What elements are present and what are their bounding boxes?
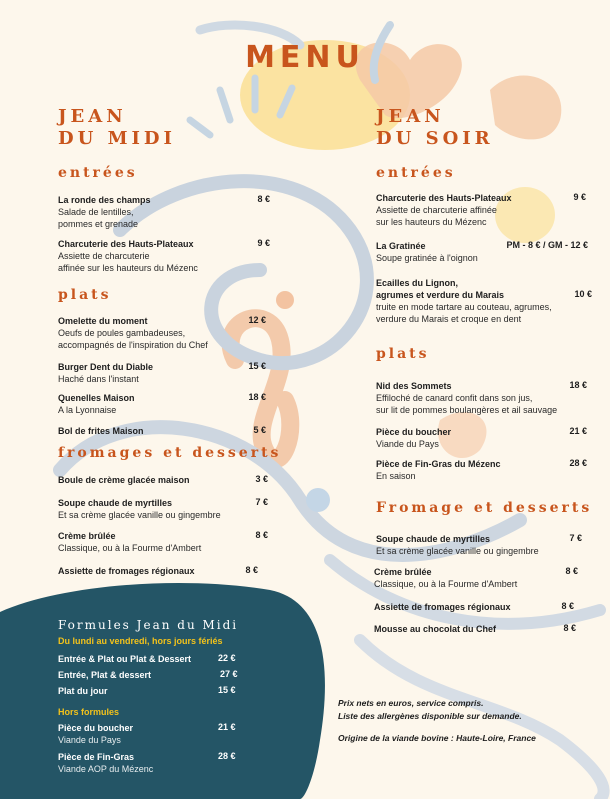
item-name: Assiette de fromages régionaux (58, 566, 195, 576)
midi-title (58, 106, 176, 150)
soir-dessert-3 (374, 601, 564, 613)
formule-3 (58, 685, 108, 697)
item-desc: Viande du Pays (376, 439, 439, 449)
formule-1 (58, 653, 191, 665)
formule-desc: Viande du Pays (58, 735, 121, 745)
midi-entrees-heading: entrées (58, 165, 138, 181)
midi-entree-2 (58, 238, 258, 274)
midi-dessert-3-price: 8 € (255, 530, 268, 540)
soir-entree-3 (376, 277, 576, 325)
note-allergens: Liste des allergènes disponible sur demande. (338, 711, 522, 721)
formule-name: Pièce du boucher (58, 723, 134, 733)
item-desc: Haché dans l'instant (58, 374, 139, 384)
hors-formule-1 (58, 722, 133, 746)
soir-plat-1 (376, 380, 576, 416)
midi-plat-1-price: 12 € (248, 315, 266, 325)
midi-entree-1-price: 8 € (257, 194, 270, 204)
formule-2 (58, 669, 151, 681)
item-name: Assiette de fromages régionaux (374, 602, 511, 612)
soir-entrees-heading: entrées (376, 165, 456, 181)
item-desc: Effiloché de canard confit dans son jus, (376, 393, 533, 403)
item-desc: Soupe gratinée à l'oignon (376, 253, 478, 263)
midi-plat-4-price: 5 € (253, 425, 266, 435)
formules-subtitle: Du lundi au vendredi, hors jours fériés (58, 636, 223, 646)
item-name: Soupe chaude de myrtilles (376, 534, 491, 544)
peach-shape-right (490, 76, 561, 140)
formule-1-price: 22 € (218, 653, 236, 663)
formules-title: Formules Jean du Midi (58, 618, 239, 632)
midi-plat-4 (58, 425, 243, 437)
midi-dessert-3 (58, 530, 258, 554)
soir-dessert-4-price: 8 € (563, 623, 576, 633)
item-desc: Classique, ou à la Fourme d'Ambert (374, 579, 518, 589)
item-name: Nid des Sommets (376, 381, 452, 391)
midi-title-line1: JEAN (58, 106, 127, 127)
item-name: La Gratinée (376, 241, 426, 251)
hors-formules-heading: Hors formules (58, 707, 120, 717)
item-name: Charcuterie des Hauts-Plateaux (58, 239, 194, 249)
midi-dessert-4-price: 8 € (245, 565, 258, 575)
midi-dessert-1-price: 3 € (255, 474, 268, 484)
soir-plat-3 (376, 458, 566, 482)
midi-dessert-2-price: 7 € (255, 497, 268, 507)
soir-plat-1-price: 18 € (569, 380, 587, 390)
formule-desc: Viande AOP du Mézenc (58, 764, 154, 774)
item-desc: Et sa crème glacée vanille ou gingembre (58, 510, 221, 520)
item-name-line2: agrumes et verdure du Marais (376, 290, 505, 300)
item-name: Burger Dent du Diable (58, 362, 154, 372)
soir-dessert-4 (374, 623, 564, 635)
formule-2-price: 27 € (220, 669, 238, 679)
item-desc: truite en mode tartare au couteau, agrumes, (376, 302, 552, 312)
soir-entree-2 (376, 240, 496, 264)
soir-title-line2: DU SOIR (376, 128, 494, 149)
peach-dot (276, 291, 294, 309)
soir-entree-2-price: PM - 8 € / GM - 12 € (506, 240, 588, 250)
item-desc: Assiette de charcuterie (58, 251, 150, 261)
hors-formule-2-price: 28 € (218, 751, 236, 761)
midi-entree-2-price: 9 € (257, 238, 270, 248)
formule-3-price: 15 € (218, 685, 236, 695)
midi-plat-2-price: 15 € (248, 361, 266, 371)
formule-name: Pièce de Fin-Gras (58, 752, 135, 762)
hors-formule-1-price: 21 € (218, 722, 236, 732)
notes (338, 697, 536, 745)
item-name: Pièce du boucher (376, 427, 452, 437)
formule-name: Plat du jour (58, 686, 108, 696)
midi-fromages-heading: fromages et desserts (58, 445, 282, 461)
item-desc: accompagnés de l'inspiration du Chef (58, 340, 208, 350)
item-desc: sur lit de pommes boulangères et ail sauvage (376, 405, 558, 415)
menu-title: MENU (245, 40, 365, 75)
soir-plats-heading: plats (376, 346, 430, 362)
hors-formule-2 (58, 751, 153, 775)
soir-dessert-2 (374, 566, 564, 590)
item-name: Quenelles Maison (58, 393, 135, 403)
item-name: Ecailles du Lignon, (376, 278, 459, 288)
formule-name: Entrée & Plat ou Plat & Dessert (58, 654, 192, 664)
item-desc: Assiette de charcuterie affinée (376, 205, 497, 215)
soir-title (376, 106, 494, 150)
soir-entree-1-price: 9 € (573, 192, 586, 202)
midi-plat-3-price: 18 € (248, 392, 266, 402)
midi-plat-2 (58, 361, 243, 385)
item-desc: Salade de lentilles, (58, 207, 134, 217)
soir-title-line1: JEAN (376, 106, 445, 127)
item-name: La ronde des champs (58, 195, 151, 205)
midi-plat-1 (58, 315, 243, 351)
item-name: Crème brûlée (58, 531, 116, 541)
item-name: Boule de crème glacée maison (58, 475, 190, 485)
soir-plat-2-price: 21 € (569, 426, 587, 436)
formule-name: Entrée, Plat & dessert (58, 670, 152, 680)
item-name: Soupe chaude de myrtilles (58, 498, 173, 508)
midi-dessert-1 (58, 474, 258, 486)
item-desc: sur les hauteurs du Mézenc (376, 217, 487, 227)
midi-dessert-2 (58, 497, 258, 521)
note-origin: Origine de la viande bovine : Haute-Loire, France (338, 733, 536, 743)
item-name: Bol de frites Maison (58, 426, 144, 436)
midi-title-line2: DU MIDI (58, 128, 176, 149)
item-name: Pièce de Fin-Gras du Mézenc (376, 459, 501, 469)
soir-dessert-1 (376, 533, 576, 557)
item-desc: affinée sur les hauteurs du Mézenc (58, 263, 198, 273)
midi-plats-heading: plats (58, 287, 112, 303)
item-desc: Classique, ou à la Fourme d'Ambert (58, 543, 202, 553)
soir-fromages-heading: Fromage et desserts (376, 500, 593, 516)
item-desc: Et sa crème glacée vanille ou gingembre (376, 546, 539, 556)
item-name: Omelette du moment (58, 316, 148, 326)
soir-plat-2 (376, 426, 566, 450)
blue-dot (306, 488, 330, 512)
item-desc: En saison (376, 471, 416, 481)
soir-entree-1 (376, 192, 566, 228)
formules-panel (0, 583, 325, 799)
item-desc: A la Lyonnaise (58, 405, 117, 415)
midi-plat-3 (58, 392, 243, 416)
soir-dessert-1-price: 7 € (569, 533, 582, 543)
item-desc: pommes et grenade (58, 219, 139, 229)
soir-dessert-2-price: 8 € (565, 566, 578, 576)
note-prices: Prix nets en euros, service compris. (338, 698, 484, 708)
soir-plat-3-price: 28 € (569, 458, 587, 468)
soir-dessert-3-price: 8 € (561, 601, 574, 611)
midi-entree-1 (58, 194, 248, 230)
item-name: Mousse au chocolat du Chef (374, 624, 497, 634)
item-desc: Oeufs de poules gambadeuses, (58, 328, 186, 338)
item-name: Charcuterie des Hauts-Plateaux (376, 193, 512, 203)
item-desc: verdure du Marais et croque en dent (376, 314, 522, 324)
item-name: Crème brûlée (374, 567, 432, 577)
soir-entree-3-price: 10 € (574, 289, 592, 299)
